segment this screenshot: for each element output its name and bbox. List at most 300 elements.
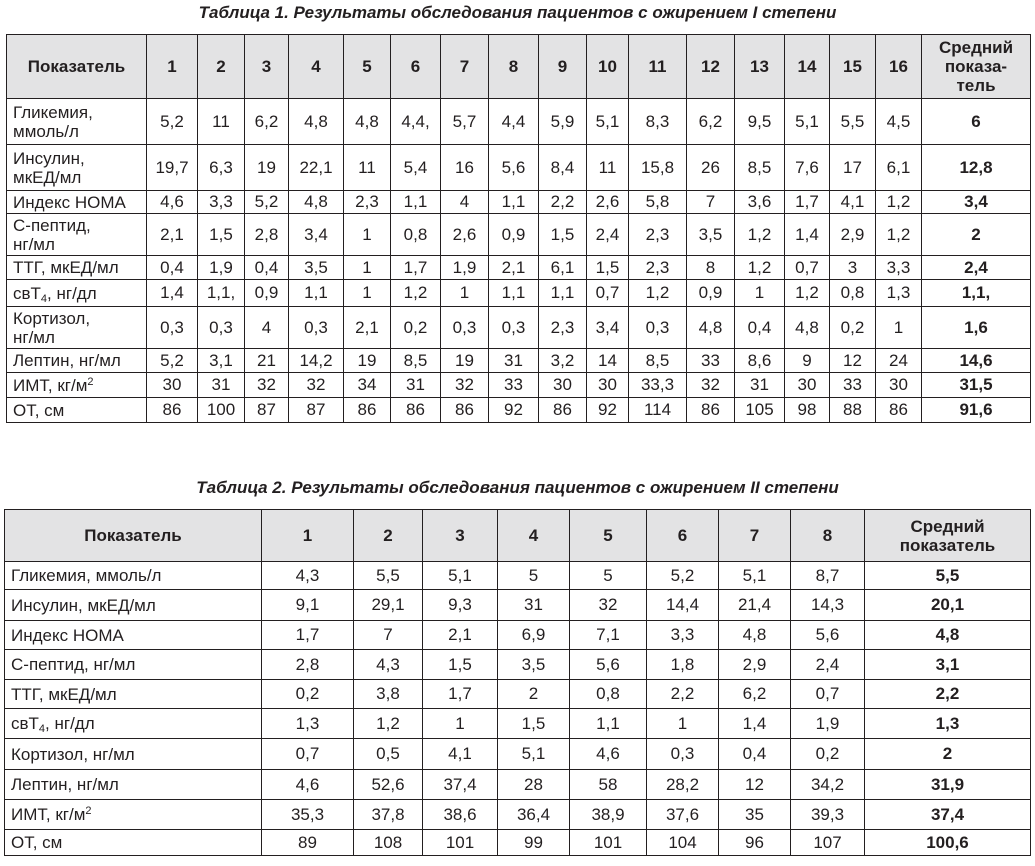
- average-cell: 2,2: [865, 680, 1031, 709]
- table1-header-col: 3: [245, 35, 289, 99]
- value-cell: 1: [344, 280, 391, 307]
- value-cell: 5,2: [147, 349, 198, 373]
- row-label: [5, 650, 262, 680]
- row-label-subscript: 4: [40, 292, 48, 305]
- value-cell: 5,5: [830, 99, 876, 145]
- table1-header-avg: [922, 35, 1031, 99]
- value-cell: 108: [354, 830, 423, 856]
- value-cell: 16: [441, 145, 489, 191]
- value-cell: 28,2: [647, 770, 719, 800]
- value-cell: 31: [498, 590, 570, 621]
- table-row: [7, 398, 1031, 423]
- value-cell: 28: [498, 770, 570, 800]
- value-cell: 33: [489, 373, 539, 398]
- value-cell: 9: [785, 349, 830, 373]
- value-cell: 1,2: [876, 191, 922, 214]
- value-cell: 3,5: [687, 214, 735, 256]
- value-cell: 0,5: [354, 739, 423, 770]
- value-cell: 1,1: [539, 280, 587, 307]
- average-cell: 5,5: [865, 562, 1031, 590]
- row-label-text: свТ: [13, 283, 41, 303]
- row-label-unit: ммоль/л: [13, 121, 79, 141]
- table2-header-col: 5: [570, 510, 647, 562]
- value-cell: 86: [391, 398, 441, 423]
- value-cell: 11: [198, 99, 245, 145]
- value-cell: 7: [687, 191, 735, 214]
- value-cell: 32: [245, 373, 289, 398]
- value-cell: 58: [570, 770, 647, 800]
- avg-header-line: тель: [956, 76, 996, 95]
- value-cell: 1,3: [262, 709, 354, 739]
- row-label: [7, 145, 147, 191]
- table1-header-col: 16: [876, 35, 922, 99]
- row-label-text: Инсулин, мкЕД/мл: [11, 595, 156, 615]
- average-cell: 4,8: [865, 621, 1031, 650]
- row-label-superscript: 2: [85, 805, 92, 817]
- value-cell: 30: [147, 373, 198, 398]
- row-label-text: Гликемия,: [13, 102, 93, 122]
- value-cell: 15,8: [629, 145, 687, 191]
- value-cell: 36,4: [498, 800, 570, 830]
- value-cell: 4,6: [262, 770, 354, 800]
- value-cell: 2,3: [344, 191, 391, 214]
- table1-header-label: Показатель: [7, 35, 147, 99]
- average-cell: 1,3: [865, 709, 1031, 739]
- value-cell: 2,1: [344, 307, 391, 349]
- value-cell: 0,7: [785, 256, 830, 280]
- average-cell: 31,9: [865, 770, 1031, 800]
- avg-header-line: Средний: [910, 516, 985, 536]
- value-cell: 4,4: [489, 99, 539, 145]
- value-cell: 6,2: [719, 680, 791, 709]
- table-row: [5, 590, 1031, 621]
- value-cell: 88: [830, 398, 876, 423]
- row-label: [5, 621, 262, 650]
- table2-header-col: 7: [719, 510, 791, 562]
- value-cell: 29,1: [354, 590, 423, 621]
- table1-header-col: 12: [687, 35, 735, 99]
- value-cell: 33: [830, 373, 876, 398]
- table2-caption: Таблица 2. Результаты обследования пациентов с ожирением II степени: [196, 478, 839, 497]
- average-cell: 20,1: [865, 590, 1031, 621]
- value-cell: 86: [147, 398, 198, 423]
- table-row: [5, 562, 1031, 590]
- table-row: [5, 650, 1031, 680]
- value-cell: 5,2: [245, 191, 289, 214]
- value-cell: 99: [498, 830, 570, 856]
- value-cell: 14: [587, 349, 629, 373]
- row-label: [7, 398, 147, 423]
- value-cell: 1,2: [735, 256, 785, 280]
- value-cell: 9,1: [262, 590, 354, 621]
- row-label-text: ТТГ, мкЕД/мл: [13, 258, 119, 277]
- value-cell: 31: [735, 373, 785, 398]
- value-cell: 0,8: [570, 680, 647, 709]
- value-cell: 26: [687, 145, 735, 191]
- value-cell: 3,4: [289, 214, 344, 256]
- value-cell: 86: [441, 398, 489, 423]
- row-label: [7, 191, 147, 214]
- table-row: [5, 800, 1031, 830]
- value-cell: 2,3: [629, 256, 687, 280]
- value-cell: 2,8: [262, 650, 354, 680]
- table1-header-col: 8: [489, 35, 539, 99]
- value-cell: 0,3: [489, 307, 539, 349]
- average-cell: 1,6: [922, 307, 1031, 349]
- value-cell: 2,4: [587, 214, 629, 256]
- value-cell: 11: [587, 145, 629, 191]
- row-label-text: Инсулин,: [13, 148, 85, 168]
- table1-header-col: 1: [147, 35, 198, 99]
- value-cell: 1,7: [262, 621, 354, 650]
- value-cell: 104: [647, 830, 719, 856]
- value-cell: 1,9: [441, 256, 489, 280]
- row-label: [5, 739, 262, 770]
- table2-header-col: 3: [423, 510, 498, 562]
- table1-header-col: 14: [785, 35, 830, 99]
- value-cell: 4,6: [570, 739, 647, 770]
- average-cell: 2,4: [922, 256, 1031, 280]
- value-cell: 38,9: [570, 800, 647, 830]
- table2-header-col: 4: [498, 510, 570, 562]
- value-cell: 4,8: [785, 307, 830, 349]
- value-cell: 32: [570, 590, 647, 621]
- value-cell: 0,3: [289, 307, 344, 349]
- value-cell: 8: [687, 256, 735, 280]
- value-cell: 1,4: [785, 214, 830, 256]
- value-cell: 4,4,: [391, 99, 441, 145]
- value-cell: 37,4: [423, 770, 498, 800]
- value-cell: 0,3: [441, 307, 489, 349]
- value-cell: 14,2: [289, 349, 344, 373]
- value-cell: 5,7: [441, 99, 489, 145]
- value-cell: 5,4: [391, 145, 441, 191]
- value-cell: 0,4: [735, 307, 785, 349]
- table-row: [7, 373, 1031, 398]
- value-cell: 1,2: [354, 709, 423, 739]
- table2-header-col: 6: [647, 510, 719, 562]
- average-cell: 12,8: [922, 145, 1031, 191]
- value-cell: 0,4: [245, 256, 289, 280]
- row-label: [5, 770, 262, 800]
- value-cell: 12: [830, 349, 876, 373]
- value-cell: 87: [245, 398, 289, 423]
- table-row: [5, 739, 1031, 770]
- value-cell: 1: [647, 709, 719, 739]
- value-cell: 86: [876, 398, 922, 423]
- value-cell: 17: [830, 145, 876, 191]
- value-cell: 0,7: [262, 739, 354, 770]
- table1-header-col: 7: [441, 35, 489, 99]
- value-cell: 30: [876, 373, 922, 398]
- value-cell: 31: [489, 349, 539, 373]
- value-cell: 0,8: [830, 280, 876, 307]
- row-label: [5, 562, 262, 590]
- value-cell: 24: [876, 349, 922, 373]
- value-cell: 1,7: [391, 256, 441, 280]
- row-label: [7, 349, 147, 373]
- value-cell: 4,1: [830, 191, 876, 214]
- value-cell: 1,1: [570, 709, 647, 739]
- value-cell: 114: [629, 398, 687, 423]
- value-cell: 2,8: [245, 214, 289, 256]
- value-cell: 5,6: [791, 621, 865, 650]
- row-label-text: Кортизол, нг/мл: [11, 744, 135, 764]
- table1-header-col: 11: [629, 35, 687, 99]
- row-label-text: Кортизол,: [13, 308, 91, 328]
- table-row: [7, 145, 1031, 191]
- table1-header-col: 2: [198, 35, 245, 99]
- value-cell: 1,7: [423, 680, 498, 709]
- value-cell: 1,2: [876, 214, 922, 256]
- value-cell: 1,2: [785, 280, 830, 307]
- row-label: [5, 709, 262, 739]
- average-cell: 31,5: [922, 373, 1031, 398]
- table-row: [5, 680, 1031, 709]
- value-cell: 4: [245, 307, 289, 349]
- value-cell: 3,1: [198, 349, 245, 373]
- row-label-superscript: 2: [87, 375, 94, 388]
- value-cell: 7,6: [785, 145, 830, 191]
- table-row: [5, 621, 1031, 650]
- value-cell: 2,4: [791, 650, 865, 680]
- value-cell: 14,3: [791, 590, 865, 621]
- row-label-text: С-пептид, нг/мл: [11, 655, 136, 674]
- value-cell: 6,3: [198, 145, 245, 191]
- value-cell: 11: [344, 145, 391, 191]
- value-cell: 1: [735, 280, 785, 307]
- row-label: [5, 680, 262, 709]
- value-cell: 8,5: [629, 349, 687, 373]
- value-cell: 34,2: [791, 770, 865, 800]
- row-label-text: ТТГ, мкЕД/мл: [11, 684, 117, 704]
- value-cell: 1,8: [647, 650, 719, 680]
- value-cell: 9,3: [423, 590, 498, 621]
- value-cell: 7,1: [570, 621, 647, 650]
- value-cell: 4,8: [719, 621, 791, 650]
- value-cell: 0,2: [391, 307, 441, 349]
- average-cell: 100,6: [865, 830, 1031, 856]
- value-cell: 1,1: [489, 191, 539, 214]
- row-label: [5, 590, 262, 621]
- value-cell: 3,3: [198, 191, 245, 214]
- value-cell: 52,6: [354, 770, 423, 800]
- average-cell: 3,1: [865, 650, 1031, 680]
- value-cell: 19: [344, 349, 391, 373]
- value-cell: 107: [791, 830, 865, 856]
- value-cell: 1,2: [735, 214, 785, 256]
- value-cell: 34: [344, 373, 391, 398]
- value-cell: 0,3: [198, 307, 245, 349]
- value-cell: 1,1: [489, 280, 539, 307]
- value-cell: 1: [876, 307, 922, 349]
- value-cell: 21: [245, 349, 289, 373]
- row-label: [5, 800, 262, 830]
- row-label-text: ИМТ, кг/м: [11, 805, 86, 824]
- table-row: [5, 770, 1031, 800]
- value-cell: 4,1: [423, 739, 498, 770]
- value-cell: 35,3: [262, 800, 354, 830]
- row-label: [7, 214, 147, 256]
- table1-header-col: 13: [735, 35, 785, 99]
- value-cell: 98: [785, 398, 830, 423]
- row-label: [5, 830, 262, 856]
- table2-header-col: 1: [262, 510, 354, 562]
- value-cell: 30: [587, 373, 629, 398]
- average-cell: 2: [922, 214, 1031, 256]
- table2-header-row: [5, 510, 1031, 562]
- table1-caption: Таблица 1. Результаты обследования пациентов с ожирением I степени: [198, 3, 837, 22]
- table-row: [7, 280, 1031, 307]
- value-cell: 0,2: [262, 680, 354, 709]
- table1-header-col: 15: [830, 35, 876, 99]
- table2-header-label: Показатель: [5, 510, 262, 562]
- value-cell: 1,1: [289, 280, 344, 307]
- table2-header-avg: [865, 510, 1031, 562]
- value-cell: 2: [498, 680, 570, 709]
- avg-header-line: Средний: [938, 38, 1014, 57]
- value-cell: 2,1: [489, 256, 539, 280]
- value-cell: 1,7: [785, 191, 830, 214]
- value-cell: 100: [198, 398, 245, 423]
- value-cell: 0,3: [647, 739, 719, 770]
- value-cell: 5,1: [719, 562, 791, 590]
- value-cell: 37,8: [354, 800, 423, 830]
- table-row: [7, 349, 1031, 373]
- value-cell: 1,5: [587, 256, 629, 280]
- average-cell: 91,6: [922, 398, 1031, 423]
- table-row: [7, 307, 1031, 349]
- value-cell: 35: [719, 800, 791, 830]
- value-cell: 5,8: [629, 191, 687, 214]
- value-cell: 4: [441, 191, 489, 214]
- row-label-text: свТ: [11, 714, 39, 733]
- value-cell: 33: [687, 349, 735, 373]
- value-cell: 4,3: [354, 650, 423, 680]
- value-cell: 86: [539, 398, 587, 423]
- table1-header-row: [7, 35, 1031, 99]
- average-cell: 37,4: [865, 800, 1031, 830]
- value-cell: 5: [570, 562, 647, 590]
- row-label-text: ОТ, см: [13, 400, 65, 420]
- row-label-text: Индекс НОМА: [11, 625, 124, 645]
- value-cell: 101: [423, 830, 498, 856]
- value-cell: 1,9: [791, 709, 865, 739]
- value-cell: 5,1: [785, 99, 830, 145]
- value-cell: 1: [344, 256, 391, 280]
- value-cell: 1,9: [198, 256, 245, 280]
- value-cell: 6,1: [876, 145, 922, 191]
- value-cell: 32: [687, 373, 735, 398]
- value-cell: 4,8: [289, 99, 344, 145]
- value-cell: 8,5: [735, 145, 785, 191]
- table1-header-col: 10: [587, 35, 629, 99]
- value-cell: 0,7: [791, 680, 865, 709]
- value-cell: 2,9: [719, 650, 791, 680]
- value-cell: 0,9: [489, 214, 539, 256]
- value-cell: 0,9: [245, 280, 289, 307]
- value-cell: 2,3: [629, 214, 687, 256]
- row-label-unit: мкЕД/мл: [13, 167, 82, 187]
- value-cell: 6,1: [539, 256, 587, 280]
- row-label-unit: нг/мл: [13, 234, 55, 254]
- value-cell: 1,5: [539, 214, 587, 256]
- value-cell: 8,7: [791, 562, 865, 590]
- value-cell: 0,9: [687, 280, 735, 307]
- value-cell: 4,8: [344, 99, 391, 145]
- value-cell: 1: [441, 280, 489, 307]
- value-cell: 31: [198, 373, 245, 398]
- row-label-unit: нг/мл: [13, 327, 55, 347]
- value-cell: 5,1: [498, 739, 570, 770]
- value-cell: 8,5: [391, 349, 441, 373]
- value-cell: 86: [344, 398, 391, 423]
- value-cell: 4,6: [147, 191, 198, 214]
- value-cell: 4,5: [876, 99, 922, 145]
- value-cell: 19,7: [147, 145, 198, 191]
- average-cell: 3,4: [922, 191, 1031, 214]
- value-cell: 3,3: [876, 256, 922, 280]
- value-cell: 96: [719, 830, 791, 856]
- table1-header-col: 5: [344, 35, 391, 99]
- value-cell: 3: [830, 256, 876, 280]
- value-cell: 89: [262, 830, 354, 856]
- value-cell: 5,9: [539, 99, 587, 145]
- value-cell: 37,6: [647, 800, 719, 830]
- value-cell: 0,4: [719, 739, 791, 770]
- row-label: [7, 280, 147, 307]
- value-cell: 14,4: [647, 590, 719, 621]
- value-cell: 8,4: [539, 145, 587, 191]
- row-label: [7, 373, 147, 398]
- table1-header-col: 4: [289, 35, 344, 99]
- table-row: [5, 709, 1031, 739]
- table2-header-col: 2: [354, 510, 423, 562]
- value-cell: 19: [441, 349, 489, 373]
- table2: [4, 509, 1031, 856]
- value-cell: 2,2: [647, 680, 719, 709]
- value-cell: 1,4: [147, 280, 198, 307]
- value-cell: 38,6: [423, 800, 498, 830]
- value-cell: 3,6: [735, 191, 785, 214]
- value-cell: 0,2: [791, 739, 865, 770]
- value-cell: 39,3: [791, 800, 865, 830]
- avg-header-line: показа-: [944, 57, 1008, 76]
- row-label-text: ИМТ, кг/м: [13, 375, 88, 395]
- value-cell: 4,8: [687, 307, 735, 349]
- value-cell: 4,3: [262, 562, 354, 590]
- value-cell: 33,3: [629, 373, 687, 398]
- value-cell: 1,5: [498, 709, 570, 739]
- value-cell: 1,4: [719, 709, 791, 739]
- value-cell: 2,2: [539, 191, 587, 214]
- value-cell: 6,9: [498, 621, 570, 650]
- average-cell: 2: [865, 739, 1031, 770]
- value-cell: 32: [289, 373, 344, 398]
- value-cell: 3,5: [289, 256, 344, 280]
- row-label-text: , нг/дл: [47, 283, 97, 303]
- value-cell: 21,4: [719, 590, 791, 621]
- value-cell: 0,4: [147, 256, 198, 280]
- value-cell: 6,2: [245, 99, 289, 145]
- value-cell: 87: [289, 398, 344, 423]
- value-cell: 1,5: [198, 214, 245, 256]
- value-cell: 5: [498, 562, 570, 590]
- avg-header-line: показатель: [899, 535, 996, 555]
- value-cell: 6,2: [687, 99, 735, 145]
- average-cell: 14,6: [922, 349, 1031, 373]
- value-cell: 5,5: [354, 562, 423, 590]
